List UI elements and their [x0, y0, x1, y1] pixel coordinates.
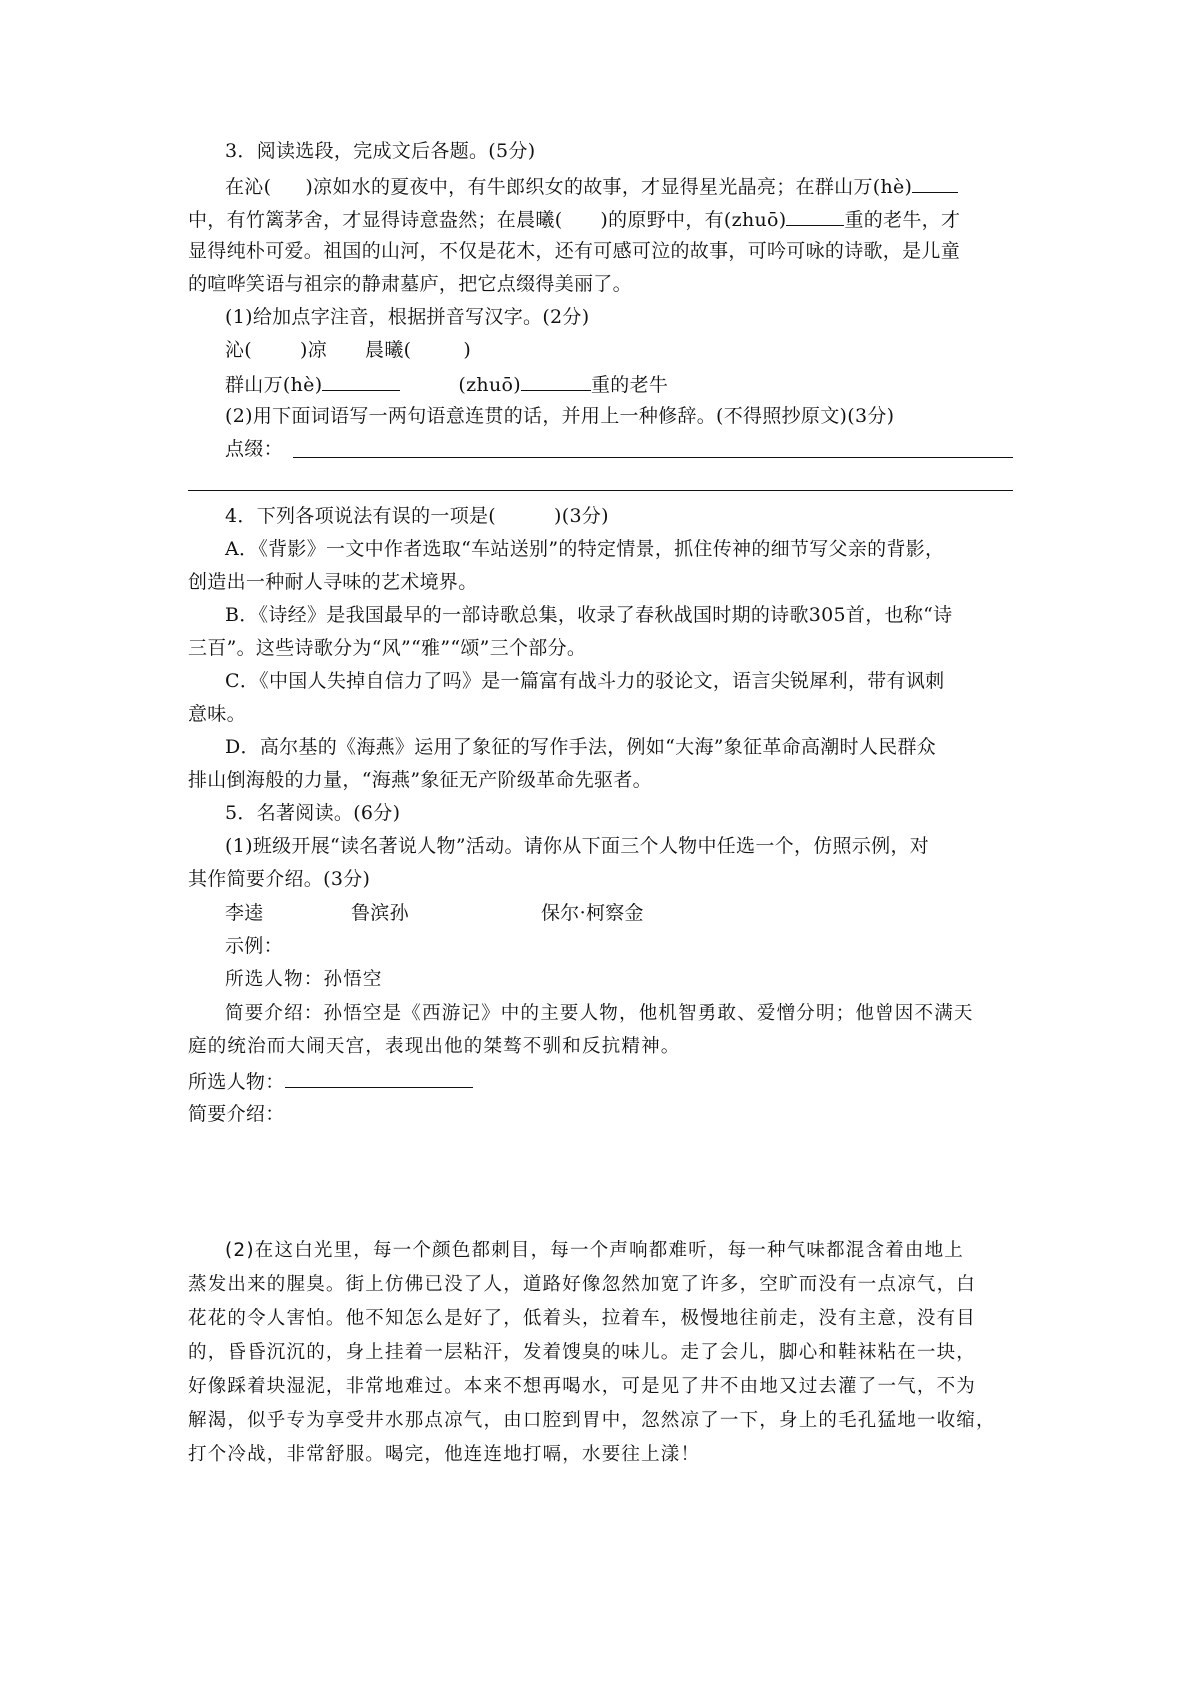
q3-title: 3．阅读选段，完成文后各题。(5分) [225, 140, 536, 162]
q4-title-b: )(3分) [554, 505, 609, 527]
q4-option-b-line2: 三百”。这些诗歌分为“风”“雅”“颂”三个部分。 [188, 637, 587, 659]
q4-option-d-line2: 排山倒海般的力量，“海燕”象征无产阶级革命先驱者。 [188, 769, 652, 791]
passage-line2: 蒸发出来的腥臭。街上仿佛已没了人，道路好像忽然加宽了许多，空旷而没有一点凉气，白 [188, 1274, 977, 1295]
q4-option-d-line1: D．高尔基的《海燕》运用了象征的写作手法，例如“大海”象征革命高潮时人民群众 [225, 736, 937, 758]
q5-title: 5．名著阅读。(6分) [225, 802, 401, 824]
passage-line7: 打个冷战，非常舒服。喝完，他连连地打嗝，水要往上漾！ [188, 1444, 701, 1465]
passage-line4: 的，昏昏沉沉的，身上挂着一层粘汗，发着馊臭的味儿。走了会儿，脚心和鞋袜粘在一块， [188, 1342, 977, 1363]
answer-line-2[interactable] [188, 490, 1013, 491]
q3-passage-line3: 显得纯朴可爱。祖国的山河，不仅是花木，还有可感可泣的故事，可吟可咏的诗歌，是儿童 [188, 240, 961, 262]
answer-zhuo[interactable] [521, 370, 591, 391]
q4-title [225, 503, 609, 529]
q3-sub1-row2 [225, 370, 668, 398]
q3-p2-a: 中，有竹篱茅舍，才显得诗意盎然；在晨曦( [188, 209, 563, 231]
q4-option-c-line2: 意味。 [188, 703, 246, 725]
answer-line-1[interactable] [293, 457, 1013, 458]
q3-p1-a: 在沁( [225, 176, 272, 198]
passage-line3: 花花的令人害怕。他不知怎么是好了，低着头，拉着车，极慢地往前走，没有主意，没有目 [188, 1308, 977, 1329]
q5-example-person: 所选人物：孙悟空 [225, 969, 383, 990]
sub1-he-label: 群山万(hè) [225, 374, 323, 396]
q5-answer-person [188, 1067, 473, 1095]
q3-sub1-row1 [225, 337, 471, 363]
q5-example-intro-line1: 简要介绍：孙悟空是《西游记》中的主要人物，他机智勇敢、爱憎分明；他曾因不满天 [225, 1003, 974, 1024]
sub1-zhuo-end: 重的老牛 [590, 374, 669, 396]
q3-sub2-prompt: (2)用下面词语写一两句语意连贯的话，并用上一种修辞。(不得照抄原文)(3分) [225, 405, 895, 427]
q5-people-list [225, 900, 644, 926]
sub1-qin-label: 沁( [225, 339, 253, 361]
person-option[interactable]: 鲁滨孙 [351, 902, 409, 924]
q4-option-b-line1: B．《诗经》是我国最早的一部诗歌总集，收录了春秋战国时期的诗歌305首，也称“诗 [225, 604, 953, 626]
sub1-xi-label: 晨曦( [365, 339, 412, 361]
person-option[interactable]: 保尔·柯察金 [541, 902, 644, 924]
passage-line5: 好像踩着块湿泥，非常地难过。本来不想再喝水，可是见了井不由地又过去灌了一气，不为 [188, 1376, 977, 1397]
blank-he[interactable] [912, 172, 958, 193]
q3-p2-b: )的原野中，有(zhuō) [600, 209, 787, 231]
q3-passage-line2 [188, 205, 960, 233]
q5-sub1-line2: 其作简要介绍。(3分) [188, 868, 371, 890]
q3-sub1-prompt: (1)给加点字注音，根据拼音写汉字。(2分) [225, 306, 590, 328]
blank-zhuo[interactable] [786, 205, 844, 226]
q4-option-a-line1: A．《背影》一文中作者选取“车站送别”的特定情景，抓住传神的细节写父亲的背影， [225, 538, 945, 560]
q3-sub2-word: 点缀： [225, 438, 283, 460]
sub1-xi-end: ) [463, 339, 472, 361]
sub1-qin-end: )凉 [300, 339, 328, 361]
q5-example-intro-line2: 庭的统治而大闹天宫，表现出他的桀骜不驯和反抗精神。 [188, 1036, 681, 1057]
q3-p1-b: )凉如水的夏夜中，有牛郎织女的故事，才显得星光晶亮；在群山万(hè) [305, 176, 913, 198]
q5-answer-intro: 简要介绍： [188, 1103, 285, 1125]
q3-p2-c: 重的老牛，才 [844, 209, 961, 231]
passage-line6: 解渴，似乎专为享受井水那点凉气，由口腔到胃中，忽然凉了一下，身上的毛孔猛地一收缩， [188, 1410, 996, 1431]
answer-person-blank[interactable] [285, 1067, 473, 1088]
person-option[interactable]: 李逵 [225, 902, 264, 924]
q3-passage-line4: 的喧哗笑语与祖宗的静肃墓庐，把它点缀得美丽了。 [188, 273, 632, 295]
passage-line1: (2)在这白光里，每一个颜色都刺目，每一个声响都难听，每一种气味都混含着由地上 [225, 1240, 965, 1261]
q5-sub1-line1: (1)班级开展“读名著说人物”活动。请你从下面三个人物中任选一个，仿照示例，对 [225, 835, 930, 857]
answer-person-label: 所选人物： [188, 1071, 285, 1093]
q4-option-a-line2: 创造出一种耐人寻味的艺术境界。 [188, 571, 478, 593]
answer-he[interactable] [322, 370, 400, 391]
q3-passage-line1 [225, 172, 958, 200]
q4-title-a: 4．下列各项说法有误的一项是( [225, 505, 497, 527]
q4-option-c-line1: C．《中国人失掉自信力了吗》是一篇富有战斗力的驳论文，语言尖锐犀利，带有讽刺 [225, 670, 945, 692]
sub1-zhuo-label: (zhuō) [458, 374, 521, 396]
q5-example-label: 示例： [225, 935, 283, 957]
